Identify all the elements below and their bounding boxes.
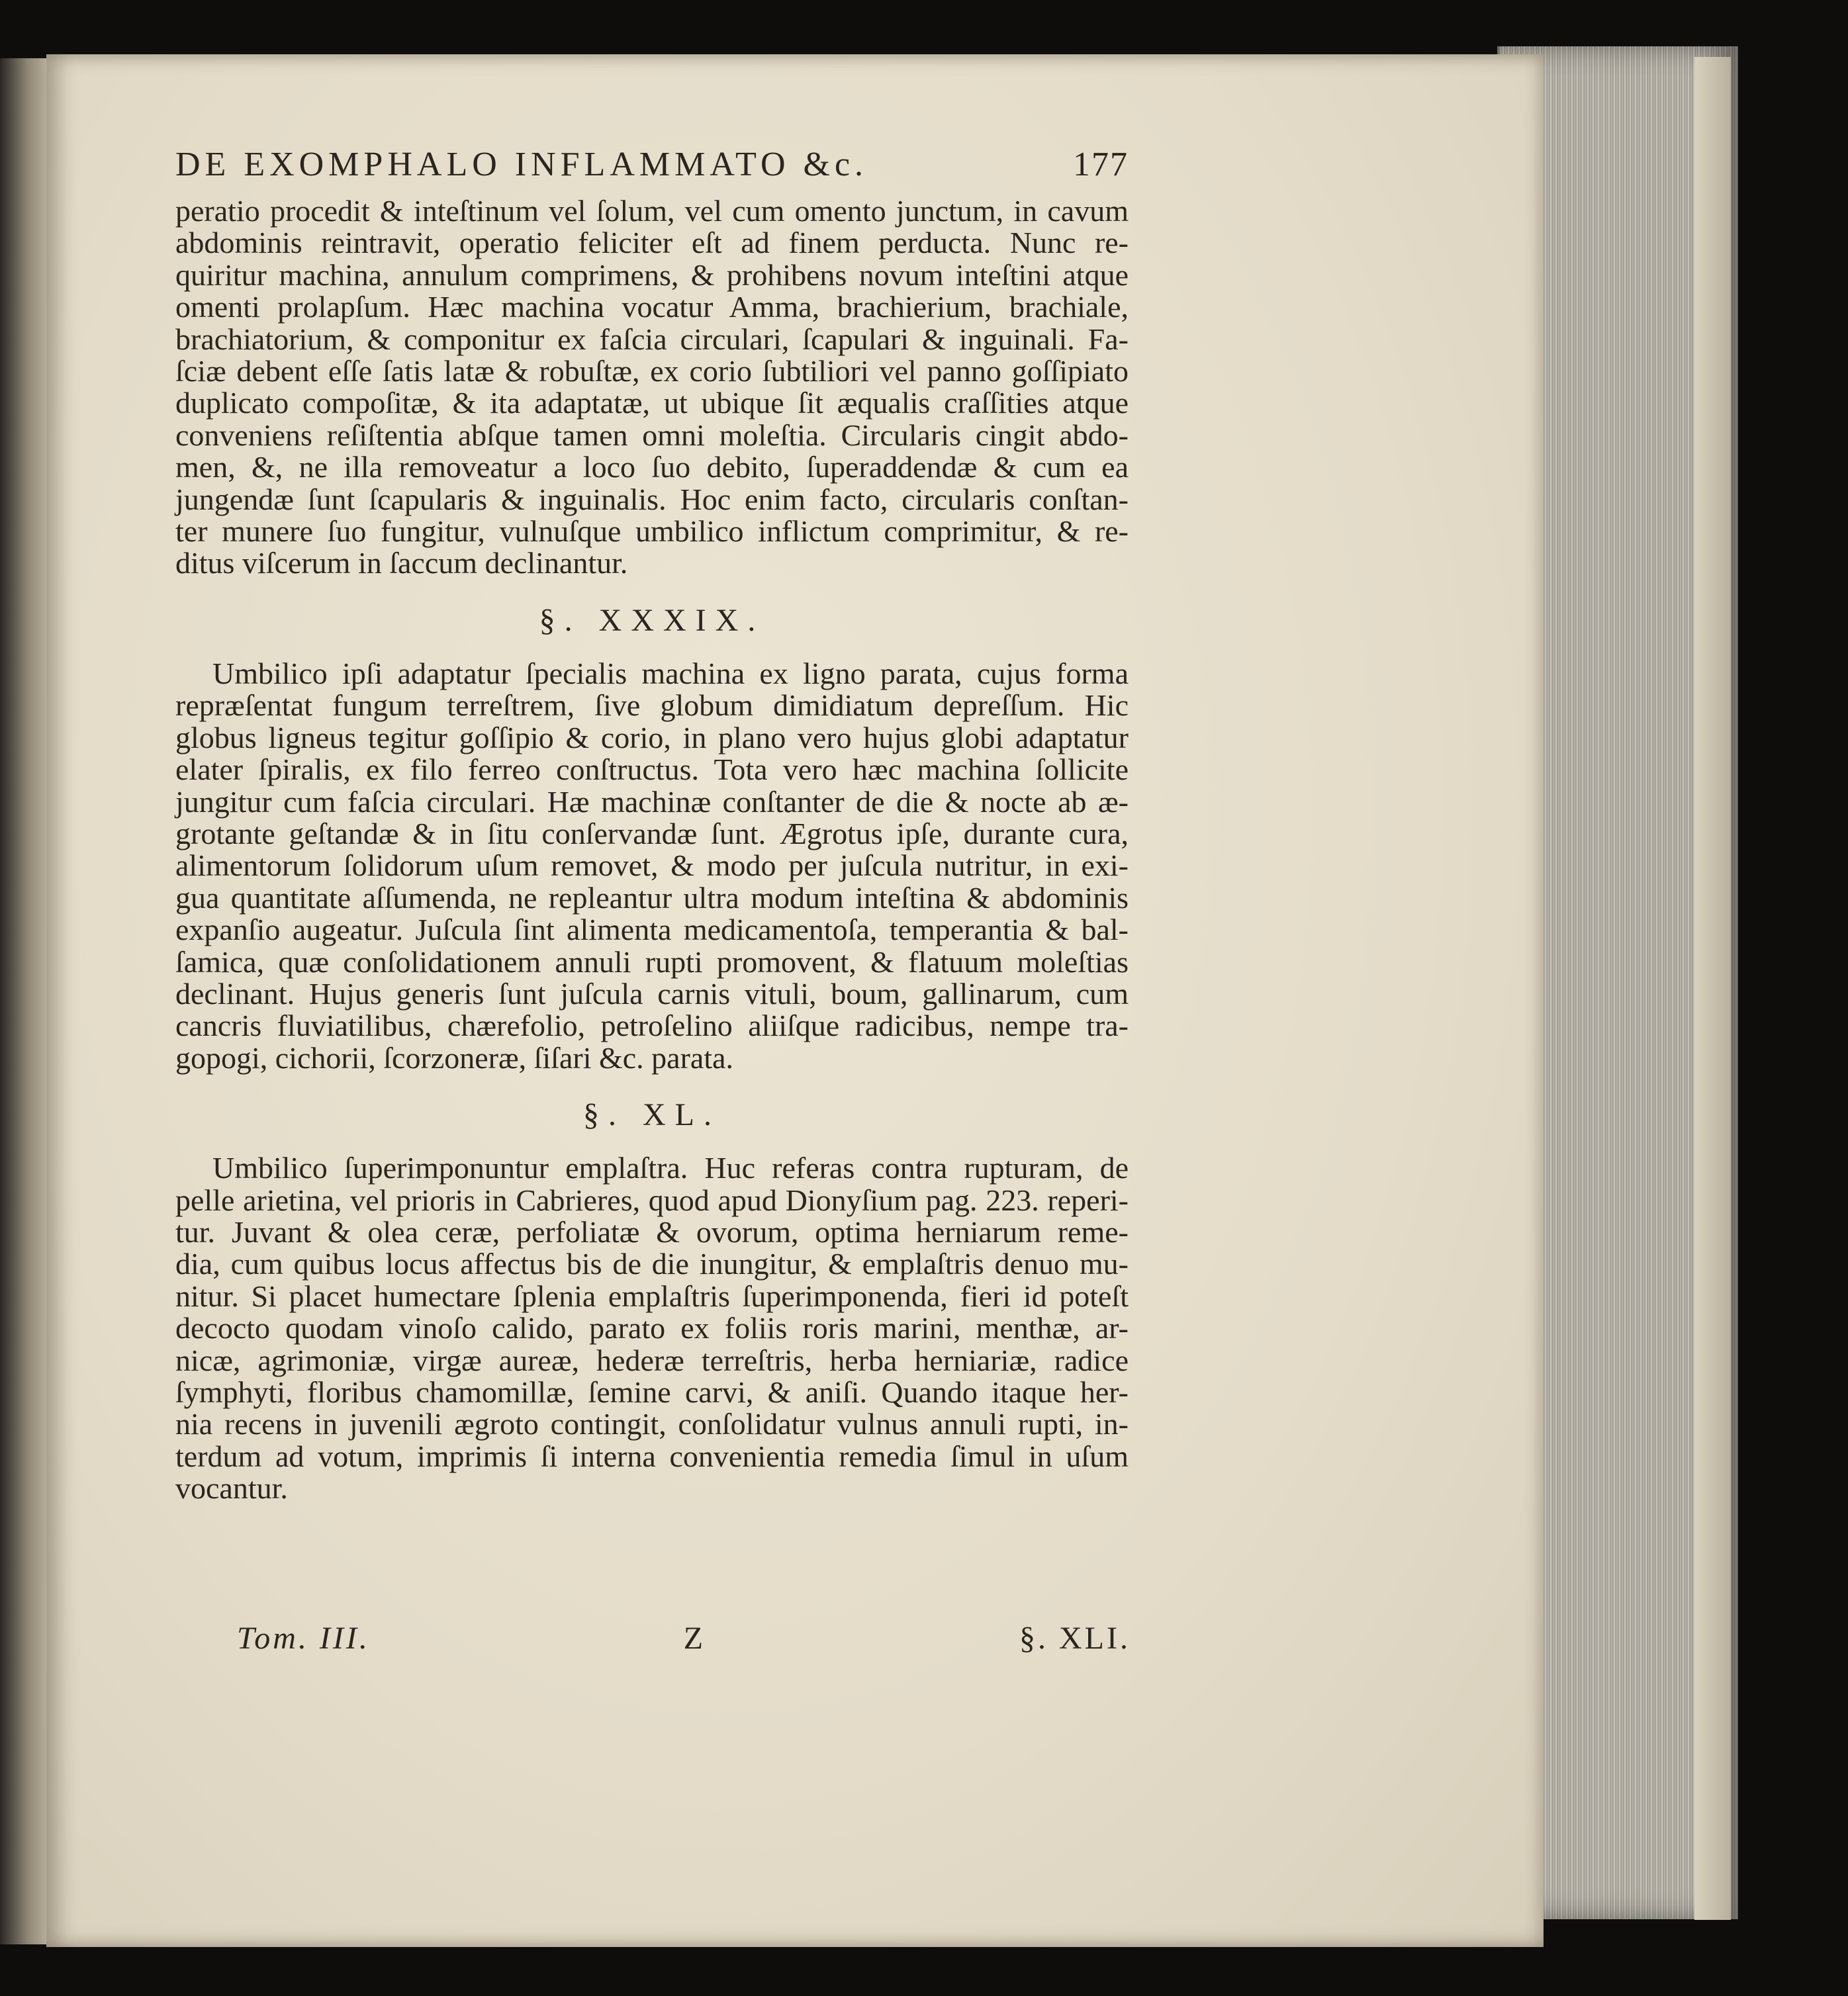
running-header	[175, 146, 1129, 193]
text-line: men, &, ne illa removeatur a loco ſuo debito, ſuperaddendæ & cum ea	[175, 450, 1129, 484]
catchword: §. XLI.	[1019, 1621, 1131, 1656]
text-line: Umbilico ipſi adaptatur ſpecialis machina ex ligno parata, cujus forma	[212, 656, 1129, 690]
text-line: Umbilico ſuperimponuntur emplaſtra. Huc referas contra rupturam, de	[212, 1151, 1129, 1185]
text-line: nicæ, agrimoniæ, virgæ aureæ, hederæ terreſtris, herba herniariæ, radice	[175, 1343, 1129, 1377]
facing-page-edge	[0, 58, 46, 1944]
text-line: elater ſpiralis, ex filo ferreo conſtructus. Tota vero hæc machina ſollicite	[175, 752, 1129, 787]
text-line: ſymphyti, floribus chamomillæ, ſemine carvi, & aniſi. Quando itaque her-	[175, 1375, 1129, 1409]
text-line: brachiatorium, & componitur ex faſcia circulari, ſcapulari & inguinali. Fa-	[175, 322, 1129, 356]
text-line: duplicato compoſitæ, & ita adaptatæ, ut ubique ſit æqualis craſſities atque	[175, 386, 1129, 420]
text-line: peratio procedit & inteſtinum vel ſolum, vel cum omento junctum, in cavum	[175, 194, 1129, 228]
text-line: vocantur.	[175, 1471, 288, 1506]
text-line: ditus viſcerum in ſaccum declinantur.	[175, 546, 628, 580]
page-number: 177	[1073, 146, 1129, 183]
text-line: repræſentat fungum terreſtrem, ſive globum dimidiatum depreſſum. Hic	[175, 688, 1129, 723]
text-line: grotante geſtandæ & in ſitu conſervandæ ſunt. Ægrotus ipſe, durante cura,	[175, 816, 1129, 850]
text-line: globus ligneus tegitur goſſipio & corio, in plano vero hujus globi adaptatur	[175, 720, 1129, 754]
text-line: jungitur cum faſcia circulari. Hæ machinæ conſtanter de die & nocte ab æ-	[175, 784, 1129, 819]
text-line: abdominis reintravit, operatio feliciter eſt ad finem perducta. Nunc re-	[175, 226, 1129, 260]
page-footer	[237, 1620, 1131, 1656]
running-title: DE EXOMPHALO INFLAMMATO &c.	[175, 146, 868, 183]
text-line: nitur. Si placet humectare ſplenia emplaſtris ſuperimponenda, fieri id poteſt	[175, 1279, 1129, 1313]
text-line: gua quantitate aſſumenda, ne repleantur ultra modum inteſtina & abdominis	[175, 880, 1129, 915]
text-line: ter munere ſuo fungitur, vulnuſque umbilico inflictum comprimitur, & re-	[175, 514, 1129, 549]
text-line: decocto quodam vinoſo calido, parato ex foliis roris marini, menthæ, ar-	[175, 1311, 1129, 1345]
text-line: tur. Juvant & olea ceræ, perfoliatæ & ovorum, optima herniarum reme-	[175, 1214, 1129, 1249]
section-heading: §. XL.	[583, 1097, 721, 1133]
text-line: gopogi, cichorii, ſcorzoneræ, ſiſari &c. parata.	[175, 1040, 734, 1075]
text-line: declinant. Hujus generis ſunt juſcula carnis vituli, boum, gallinarum, cum	[175, 976, 1129, 1011]
text-line: terdum ad votum, imprimis ſi interna convenientia remedia ſimul in uſum	[175, 1439, 1129, 1473]
paragraph-xxxix	[175, 658, 1129, 1074]
section-heading: §. XXXIX.	[539, 602, 765, 638]
text-line: jungendæ ſunt ſcapularis & inguinalis. Hoc enim facto, circularis conſtan-	[175, 482, 1129, 516]
text-line: omenti prolapſum. Hæc machina vocatur Amma, brachierium, brachiale,	[175, 290, 1129, 324]
text-line: expanſio augeatur. Juſcula ſint alimenta medicamentoſa, temperantia & bal-	[175, 913, 1129, 947]
text-line: alimentorum ſolidorum uſum removet, & modo per juſcula nutritur, in exi-	[175, 848, 1129, 883]
text-line: ſciæ debent eſſe ſatis latæ & robuſtæ, ex corio ſubtiliori vel panno goſſipiato	[175, 354, 1129, 388]
signature-mark: Z	[683, 1621, 706, 1656]
text-line: ſamica, quæ conſolidationem annuli rupti promovent, & flatuum moleſtias	[175, 944, 1129, 979]
text-line: conveniens reſiſtentia abſque tamen omni moleſtia. Circularis cingit abdo-	[175, 418, 1129, 452]
text-block	[175, 146, 1129, 1506]
text-line: cancris fluviatilibus, chærefolio, petroſelino aliiſque radicibus, nempe tra-	[175, 1009, 1129, 1043]
paragraph-xl	[175, 1152, 1129, 1504]
text-line: pelle arietina, vel prioris in Cabrieres, quod apud Dionyſium pag. 223. reperi-	[175, 1183, 1129, 1217]
text-line: dia, cum quibus locus affectus bis de die inungitur, & emplaſtris denuo mu-	[175, 1247, 1129, 1281]
text-line: quiritur machina, annulum comprimens, & prohibens novum inteſtini atque	[175, 257, 1129, 292]
volume-marker: Tom. III.	[237, 1621, 370, 1656]
cover-board	[1694, 57, 1731, 1920]
paragraph-continued	[175, 195, 1129, 580]
text-line: nia recens in juvenili ægroto contingit, conſolidatur vulnus annuli rupti, in-	[175, 1407, 1129, 1441]
